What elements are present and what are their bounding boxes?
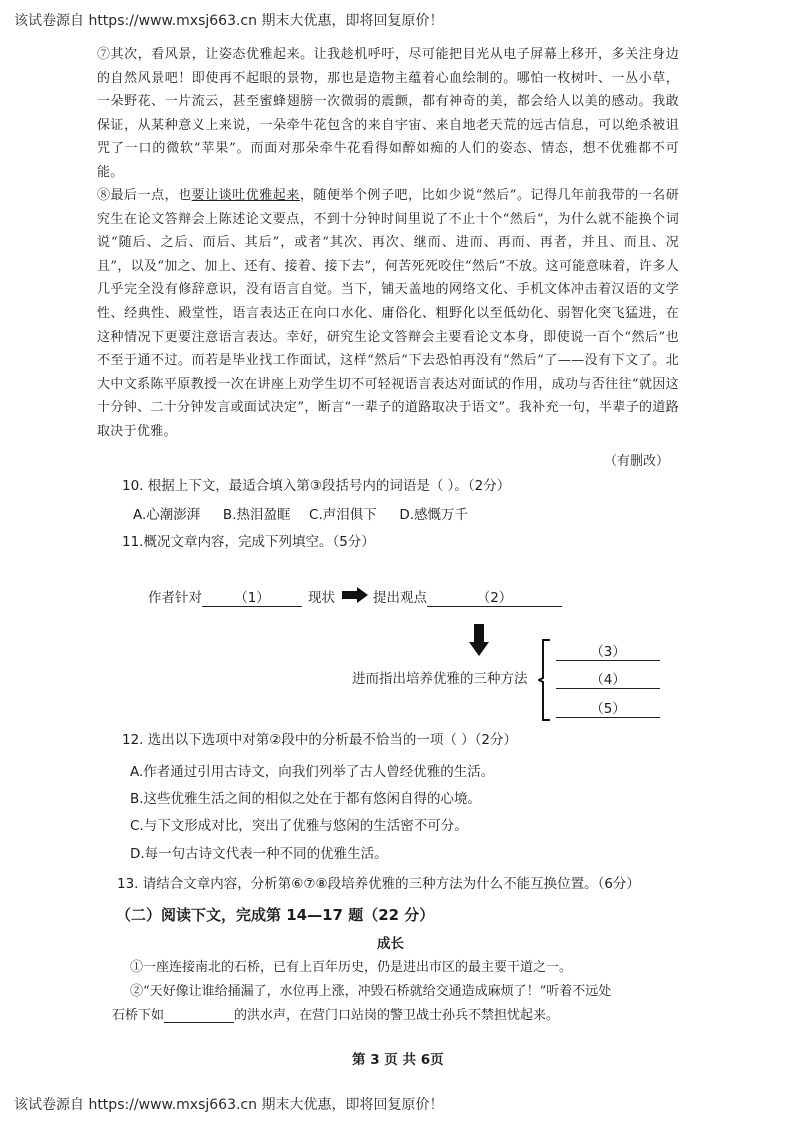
q12-option-a[interactable]: A.作者通过引用古诗文，向我们列举了古人曾经优雅的生活。	[130, 764, 495, 780]
q11-blank-4-wrap	[556, 668, 660, 689]
paragraph-8	[97, 184, 679, 444]
q10-option-a[interactable]: A.心潮澎湃	[133, 507, 201, 523]
paragraph-8-rest: ，随便举个例子吧，比如少说“然后”。记得几年前我带的一名研究生在论文答辩会上陈述论文要点，不到十分钟时间里说了不止十个“然后”，为什么就不能换个词说“随后、之后、而后、其后”，或者“其次、再次、继而、进而、再而、再者，并且、而且、况且”，以及“加之、加上、还有、接着、接下去”，何苦死死咬住“然后”不放。这可能意味着，许多人几乎完全没有修辞意识，没有语言自觉。当下，铺天盖地的网络文化、手机文体冲击着汉语的文学性、经典性、殿堂性，语言表达正在向口水化、庸俗化、粗野化以至低幼化、弱智化突飞猛进，在这种情况下更要注意语言表达。幸好，研究生论文答辩会主要看论文本身，即使说一百个“然后”也不至于通不过。而若是毕业找工作面试，这样“然后”下去恐怕再没有“然后”了——没有下文了。北大中文系陈平原教授一次在讲座上劝学生切不可轻视语言表达对面试的作用，成功与否往往“就因这十分钟、二十分钟发言或面试决定”，断言“一辈子的道路取决于语文”。我补充一句，半辈子的道路取决于优雅。	[97, 188, 679, 439]
q12-option-b[interactable]: B.这些优雅生活之间的相似之处在于都有悠闲自得的心境。	[130, 791, 482, 807]
section-2-p2-text-b: 的洪水声，在营门口站岗的警卫战士孙兵不禁担忧起来。	[234, 1008, 560, 1023]
q10-option-c[interactable]: C.声泪俱下	[309, 507, 377, 523]
q10-stem: 10. 根据上下文，最适合填入第③段括号内的词语是（ ）。（2分）	[122, 478, 511, 494]
watermark-bottom: 该试卷源自 https://www.mxsj663.cn 期末大优惠，即将回复原价！	[14, 1097, 444, 1113]
q10-option-d[interactable]: D.感慨万千	[399, 507, 469, 523]
paragraph-7: ⑦其次，看风景，让姿态优雅起来。让我趁机呼吁，尽可能把目光从电子屏幕上移开，多关注身边的自然风景吧！即使再不起眼的景物，那也是造物主蕴着心血绘制的。哪怕一枚树叶、一丛小草，一朵野花、一片流云，甚至蜜蜂翅膀一次微弱的震颤，都有神奇的美，都会给人以美的感动。我敢保证，从某种意义上来说，一朵牵牛花包含的来自宇宙、来自地老天荒的远古信息，可以绝杀被诅咒了一口的微软“苹果”。而面对那朵牵牛花看得如醉如痴的人们的姿态、情态，想不优雅都不可能。	[97, 47, 679, 180]
q12-stem: 12. 选出以下选项中对第②段中的分析最不恰当的一项（ ）（2分）	[122, 732, 517, 748]
q13-stem: 13. 请结合文章内容，分析第⑥⑦⑧段培养优雅的三种方法为什么不能互换位置。（6分）	[117, 876, 640, 892]
paragraph-8-lead: ⑧最后一点，也	[97, 188, 192, 203]
q11-blank-2[interactable]: （2）	[427, 586, 562, 607]
q11-flow-mid: 现状	[308, 590, 335, 606]
section-2-paragraph-1: ①一座连接南北的石桥，已有上百年历史，仍是进出市区的最主要干道之一。	[130, 960, 573, 975]
page-number: 第 3 页 共 6页	[352, 1052, 444, 1068]
section-2-blank[interactable]	[164, 1008, 234, 1023]
q11-flow-right: 提出观点	[373, 590, 427, 606]
q10-option-b[interactable]: B.热泪盈眶	[222, 507, 291, 523]
paragraph-8-underlined: 要让谈吐优雅起来	[191, 188, 300, 203]
q11-blank-4[interactable]: （4）	[556, 668, 660, 689]
section-2-paragraph-2-line-1: ②“天好像让谁给捅漏了，水位再上涨，冲毁石桥就给交通造成麻烦了！”听着不远处	[130, 984, 612, 999]
down-arrow-icon	[469, 624, 489, 656]
q11-flow-left: 作者针对	[148, 590, 202, 606]
q11-blank-5[interactable]: （5）	[556, 697, 660, 718]
q11-stem: 11.概况文章内容，完成下列填空。（5分）	[122, 534, 375, 550]
source-note: （有删改）	[604, 454, 670, 469]
q12-option-c[interactable]: C.与下文形成对比，突出了优雅与悠闲的生活密不可分。	[130, 818, 468, 834]
q11-blank-1[interactable]: （1）	[202, 586, 302, 607]
q10-options	[133, 503, 468, 523]
q11-blank-5-wrap	[556, 697, 660, 718]
q11-methods-label: 进而指出培养优雅的三种方法	[352, 671, 528, 687]
section-2-paragraph-2-line-2	[112, 1004, 559, 1023]
brace-icon	[538, 639, 552, 721]
q11-blank-3-wrap	[556, 640, 660, 661]
watermark-top: 该试卷源自 https://www.mxsj663.cn 期末大优惠，即将回复原价！	[14, 13, 444, 29]
section-2-heading: （二）阅读下文，完成第 14—17 题（22 分）	[116, 906, 435, 924]
q12-option-d[interactable]: D.每一句古诗文代表一种不同的优雅生活。	[130, 846, 388, 862]
q11-blank-3[interactable]: （3）	[556, 640, 660, 661]
section-2-title: 成长	[377, 936, 404, 952]
right-arrow-icon	[342, 587, 368, 603]
q11-flow-row	[148, 586, 335, 607]
section-2-p2-text-a: 石桥下如	[112, 1008, 165, 1023]
q11-flow-right-row	[373, 586, 562, 607]
